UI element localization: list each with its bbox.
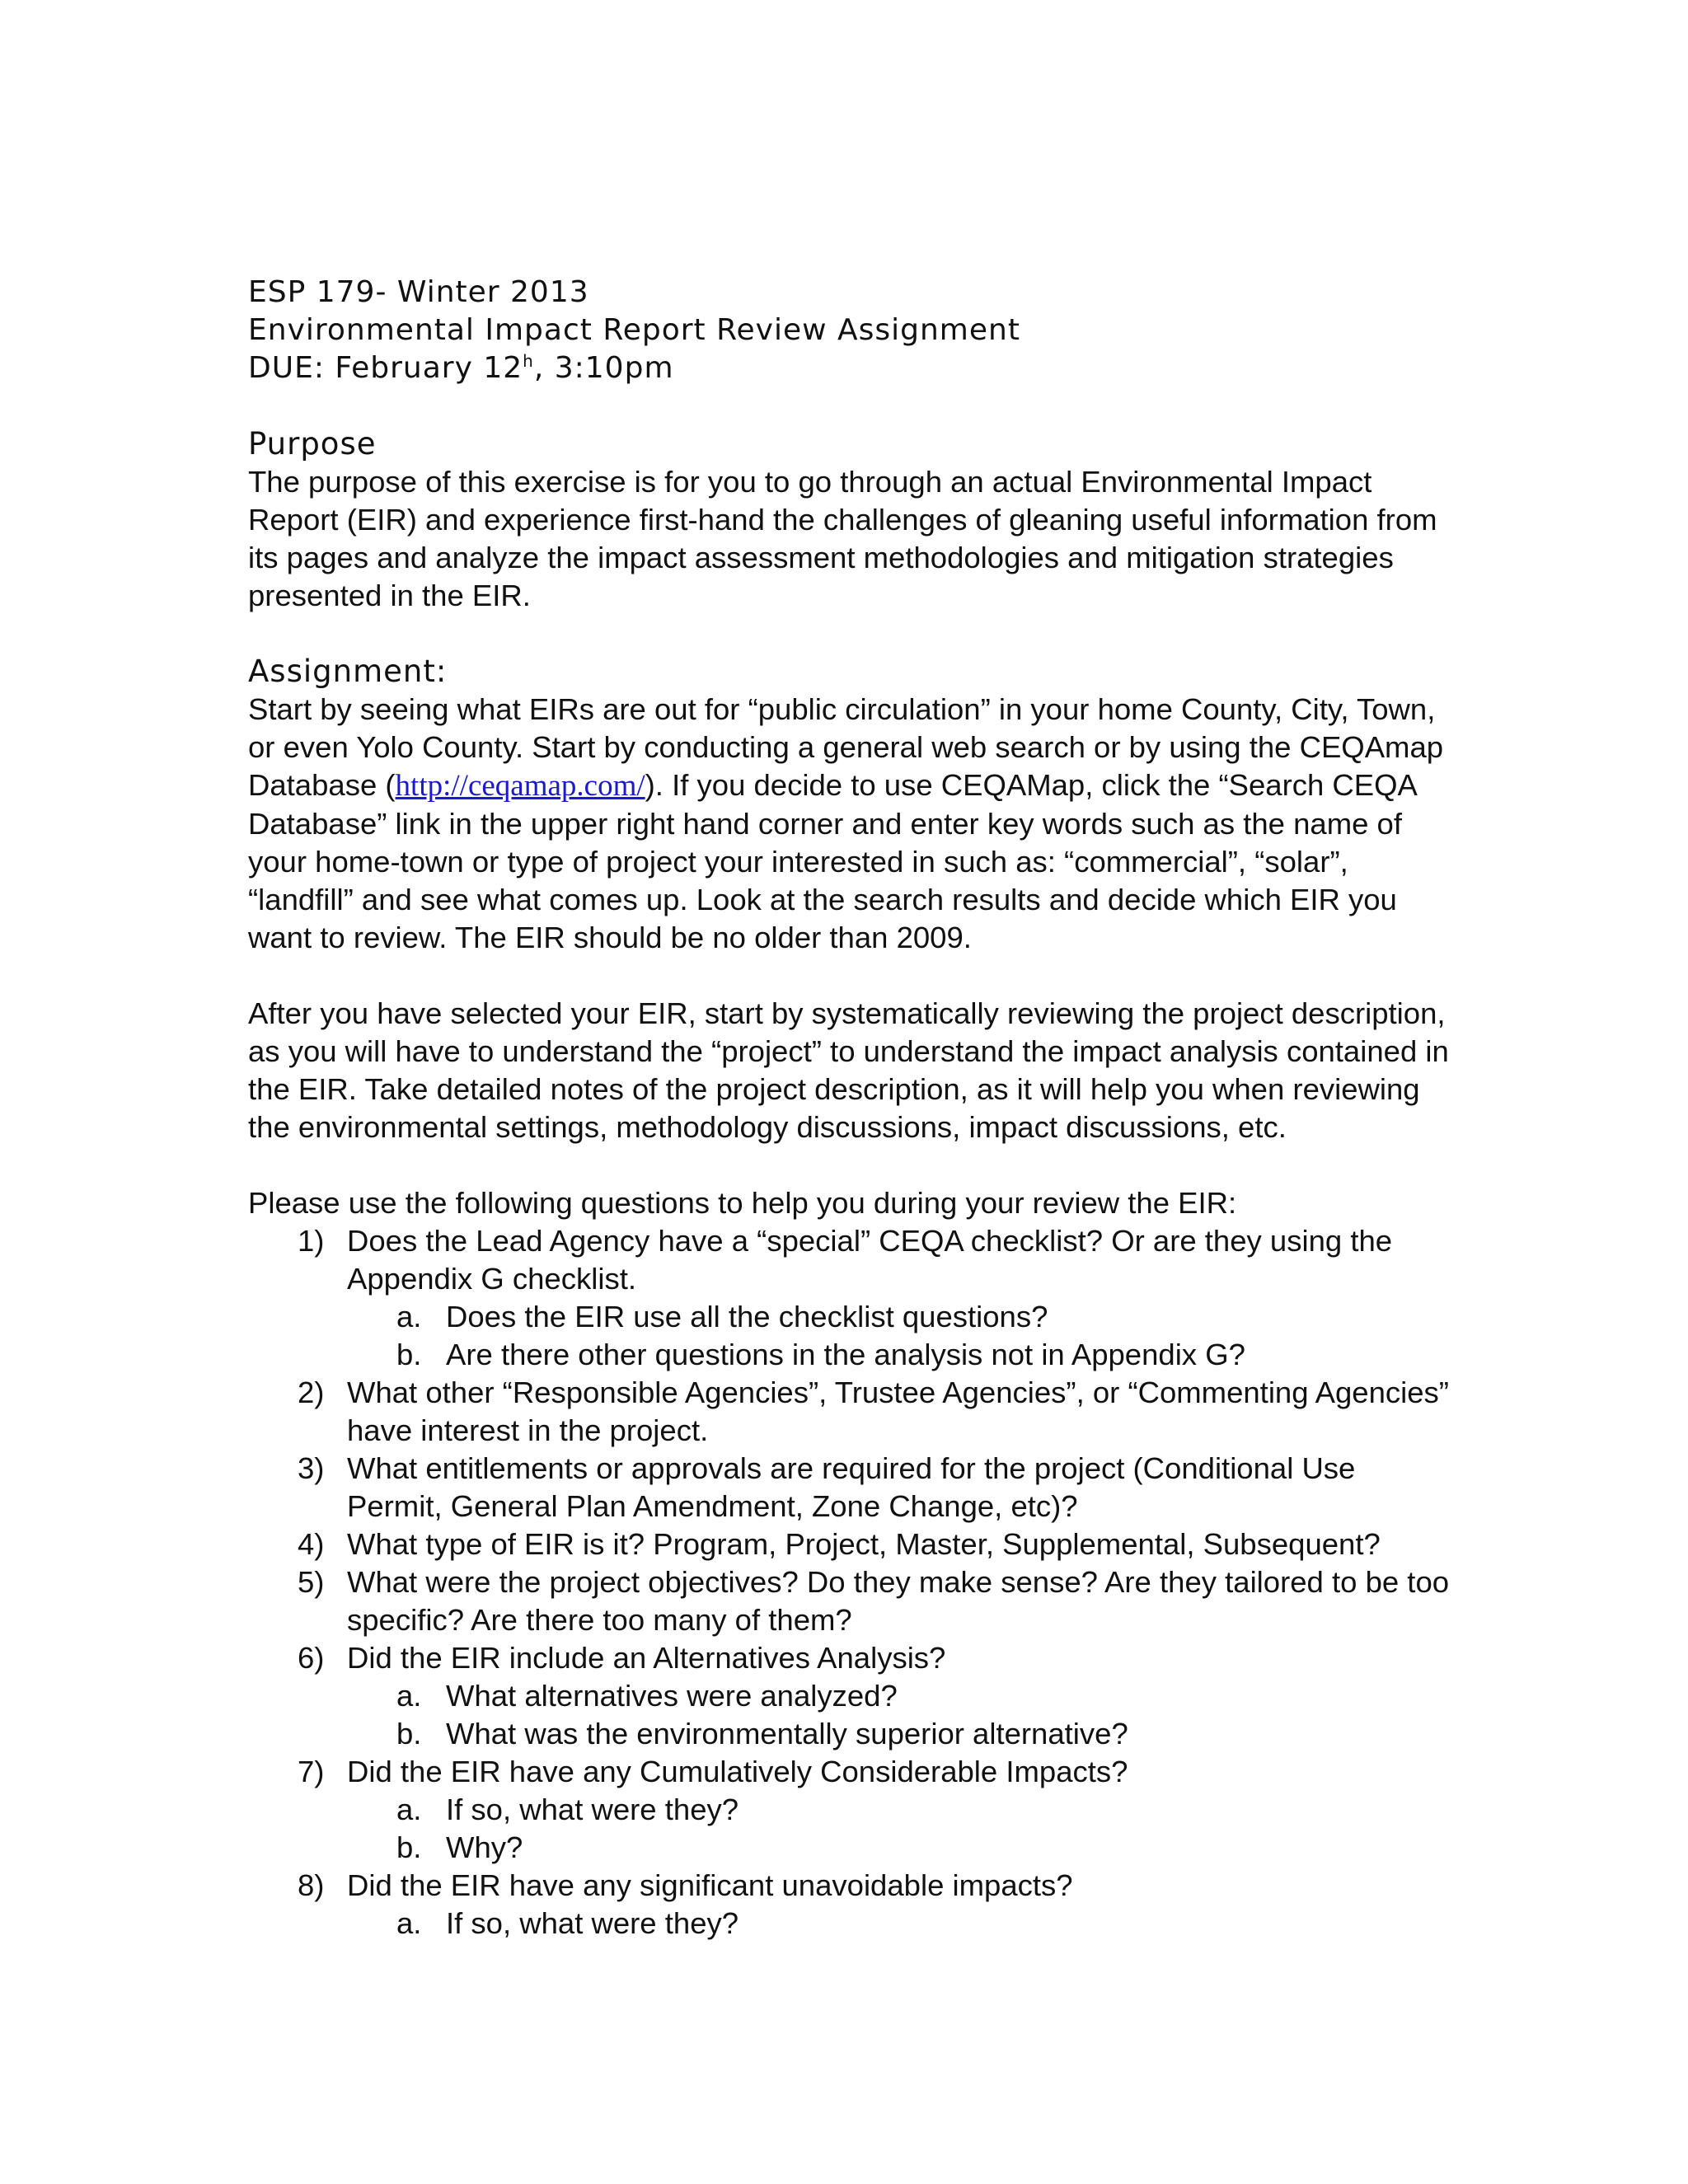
question-number: 4)	[298, 1527, 325, 1561]
question-text: What entitlements or approvals are required for the project (Conditional Use Permit, General Plan Amendment, Zone Change, etc)?	[347, 1451, 1356, 1523]
question-text: Did the EIR have any significant unavoidable impacts?	[347, 1868, 1073, 1902]
question-item	[248, 1222, 1451, 1374]
sub-question-item	[347, 1715, 1451, 1753]
question-number: 2)	[298, 1376, 325, 1409]
assignment-paragraph-1	[248, 691, 1451, 957]
question-item	[248, 1526, 1451, 1563]
sub-question-item	[347, 1298, 1451, 1336]
question-text: Does the Lead Agency have a “special” CEQA checklist? Or are they using the Appendix G checklist.	[347, 1224, 1393, 1296]
question-text: Did the EIR include an Alternatives Analysis?	[347, 1641, 946, 1675]
sub-question-letter: a.	[396, 1679, 422, 1713]
document-page	[248, 274, 1451, 1943]
due-date	[248, 349, 1451, 387]
sub-question-letter: b.	[396, 1830, 422, 1864]
sub-question-list	[347, 1905, 1451, 1943]
question-item	[248, 1450, 1451, 1526]
spacer	[248, 615, 1451, 653]
sub-question-item	[347, 1677, 1451, 1715]
question-text: What were the project objectives? Do they make sense? Are they tailored to be too specific? Are there too many of them?	[347, 1565, 1450, 1637]
sub-question-item	[347, 1336, 1451, 1374]
spacer	[248, 1146, 1451, 1184]
sub-question-item	[347, 1791, 1451, 1829]
sub-question-letter: a.	[396, 1906, 422, 1940]
question-text: What type of EIR is it? Program, Project, Master, Supplemental, Subsequent?	[347, 1527, 1381, 1561]
due-date-suffix: , 3:10pm	[533, 351, 674, 385]
questions-intro: Please use the following questions to help you during your review the EIR:	[248, 1186, 1237, 1220]
question-number: 3)	[298, 1451, 325, 1485]
assignment-title: Environmental Impact Report Review Assignment	[248, 313, 1020, 347]
sub-question-letter: a.	[396, 1793, 422, 1826]
question-number: 6)	[298, 1641, 325, 1675]
question-number: 7)	[298, 1755, 325, 1788]
sub-question-letter: b.	[396, 1717, 422, 1750]
sub-question-text: Why?	[446, 1830, 523, 1864]
sub-question-item	[347, 1905, 1451, 1943]
purpose-text: The purpose of this exercise is for you to go through an actual Environmental Impact Report (EIR) and experience first-hand the challenges of gleaning useful information from its pages and analyze the impact assessment methodologies and mitigation strategies presented in the EIR.	[248, 465, 1437, 612]
sub-question-letter: a.	[396, 1300, 422, 1333]
purpose-heading: Purpose	[248, 426, 377, 462]
sub-question-text: Are there other questions in the analysis not in Appendix G?	[446, 1338, 1245, 1371]
assignment-paragraph-2: After you have selected your EIR, start by systematically reviewing the project description, as you will have to understand the “project” to understand the impact analysis contained in the EIR. Take detailed notes of the project description, as it will help you when reviewing the environmental settings, methodology discussions, impact discussions, etc.	[248, 996, 1449, 1144]
question-item	[248, 1639, 1451, 1753]
question-item	[248, 1563, 1451, 1639]
assignment-heading: Assignment:	[248, 654, 448, 689]
sub-question-text: What was the environmentally superior alternative?	[446, 1717, 1128, 1750]
question-text: Did the EIR have any Cumulatively Considerable Impacts?	[347, 1755, 1128, 1788]
sub-question-text: What alternatives were analyzed?	[446, 1679, 898, 1713]
spacer	[248, 387, 1451, 425]
sub-question-text: If so, what were they?	[446, 1793, 739, 1826]
question-number: 5)	[298, 1565, 325, 1599]
question-item	[248, 1753, 1451, 1867]
question-item	[248, 1374, 1451, 1450]
course-title: ESP 179- Winter 2013	[248, 275, 589, 309]
assignment-para1-start: Start by seeing what EIRs are out for “public circulation” in your home County, City, Town, or even Yolo County. Start by conducting a general web search or by using the CEQAmap Database (	[248, 692, 1444, 802]
due-date-superscript: h	[523, 351, 534, 371]
question-number: 8)	[298, 1868, 325, 1902]
ceqamap-link[interactable]: http://ceqamap.com/	[395, 769, 645, 803]
question-item	[248, 1867, 1451, 1943]
question-text: What other “Responsible Agencies”, Trustee Agencies”, or “Commenting Agencies” have interest in the project.	[347, 1376, 1449, 1447]
question-list	[248, 1222, 1451, 1943]
sub-question-list	[347, 1298, 1451, 1374]
sub-question-list	[347, 1677, 1451, 1753]
sub-question-text: If so, what were they?	[446, 1906, 739, 1940]
due-date-prefix: DUE: February 12	[248, 351, 523, 385]
sub-question-text: Does the EIR use all the checklist questions?	[446, 1300, 1048, 1333]
sub-question-item	[347, 1829, 1451, 1867]
question-number: 1)	[298, 1224, 325, 1258]
spacer	[248, 957, 1451, 995]
sub-question-letter: b.	[396, 1338, 422, 1371]
assignment-para1-end: ). If you decide to use CEQAMap, click the “Search CEQA Database” link in the upper right hand corner and enter key words such as the name of your home-town or type of project your interested in such as: “commercial”, “solar”, “landfill” and see what comes up. Look at the search results and decide which EIR you want to review. The EIR should be no older than 2009.	[248, 768, 1416, 954]
sub-question-list	[347, 1791, 1451, 1867]
